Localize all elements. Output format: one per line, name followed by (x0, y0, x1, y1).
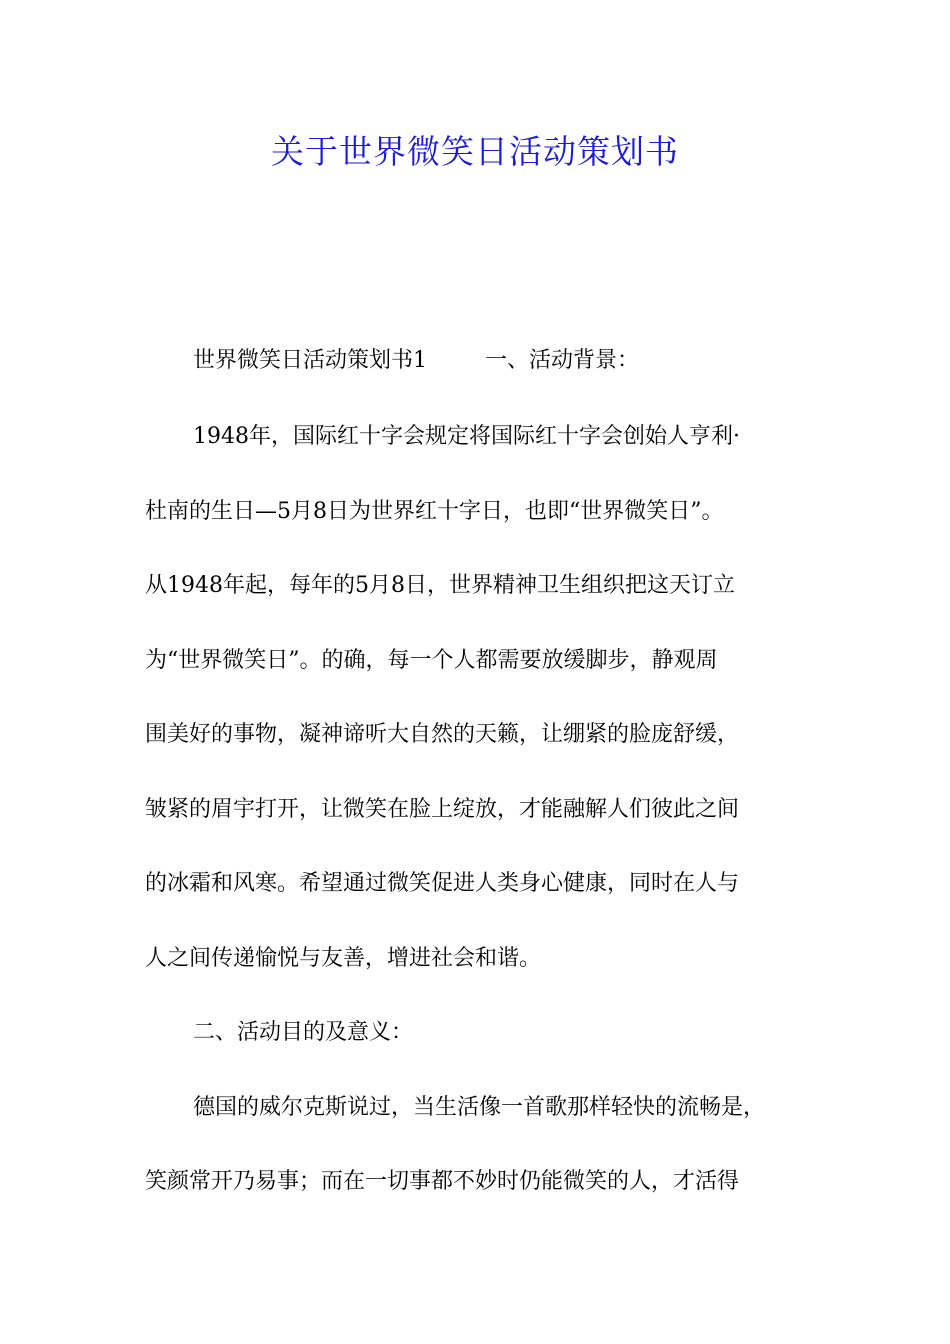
paragraph-line: 为“世界微笑日”。的确，每一个人都需要放缓脚步，静观周 (145, 648, 718, 673)
paragraph-line: 德国的威尔克斯说过，当生活像一首歌那样轻快的流畅是， (193, 1095, 766, 1120)
paragraph-line: 皱紧的眉宇打开，让微笑在脸上绽放，才能融解人们彼此之间 (145, 797, 740, 822)
paragraph-line: 从1948年起，每年的5月8日，世界精神卫生组织把这天订立 (145, 573, 735, 598)
document-title: 关于世界微笑日活动策划书 (271, 132, 679, 171)
paragraph-line: 的冰霜和风寒。希望通过微笑促进人类身心健康，同时在人与 (145, 871, 740, 896)
paragraph-line: 人之间传递愉悦与友善，增进社会和谐。 (145, 946, 542, 971)
paragraph-line: 杜南的生日—5月8日为世界红十字日，也即“世界微笑日”。 (145, 499, 724, 524)
paragraph-line: 笑颜常开乃易事；而在一切事都不妙时仍能微笑的人，才活得 (145, 1169, 740, 1194)
paragraph-line: 围美好的事物，凝神谛听大自然的天籁，让绷紧的脸庞舒缓， (145, 722, 740, 747)
plan-heading: 世界微笑日活动策划书1 (193, 348, 427, 373)
section-heading-background: 一、活动背景： (485, 348, 640, 373)
section-heading-purpose: 二、活动目的及意义： (193, 1020, 414, 1045)
paragraph-line (193, 346, 639, 376)
paragraph-line: 1948年，国际红十字会规定将国际红十字会创始人亨利· (193, 424, 740, 449)
